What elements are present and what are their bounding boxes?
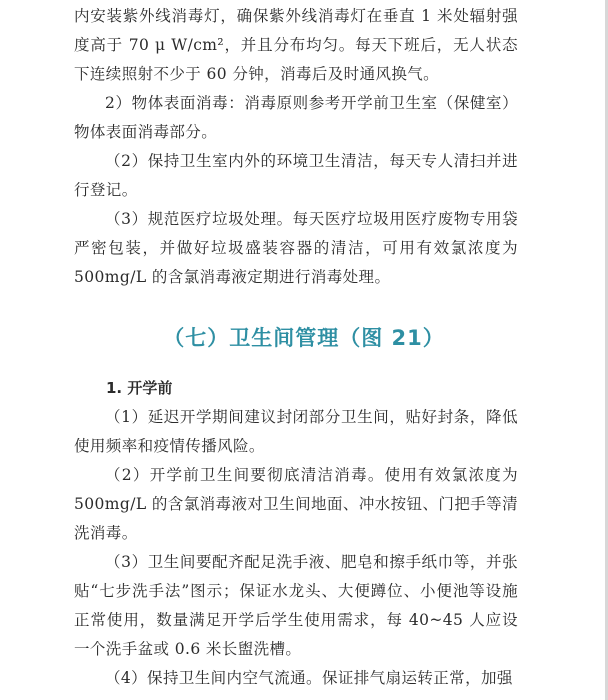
paragraph-close-toilets: （1）延迟开学期间建议封闭部分卫生间，贴好封条，降低使用频率和疫情传播风险。: [74, 408, 518, 455]
sub-heading-before-school: 1. 开学前: [106, 379, 173, 397]
paragraph-toilet-disinfection: （2）开学前卫生间要彻底清洁消毒。使用有效氯浓度为 500mg/L 的含氯消毒液对卫生间地面、冲水按钮、门把手等清洗消毒。: [74, 466, 518, 542]
paragraph-surface-disinfection: 2）物体表面消毒：消毒原则参考开学前卫生室（保健室）物体表面消毒部分。: [74, 94, 518, 141]
paragraph-uv-disinfection: 内安装紫外线消毒灯，确保紫外线消毒灯在垂直 1 米处辐射强度高于 70 μ W/cm²，并且分布均匀。每天下班后，无人状态下连续照射不少于 60 分钟，消毒后及时通风换气。: [74, 7, 518, 83]
paragraph-handwashing-supplies: （3）卫生间要配齐配足洗手液、肥皂和擦手纸巾等，并张贴“七步洗手法”图示；保证水龙头、大便蹲位、小便池等设施正常使用，数量满足开学后学生使用需求，每 40~45 人应设一个洗手盆或 0.6 米长盥洗槽。: [74, 553, 518, 658]
paragraph-ventilation: （4）保持卫生间内空气流通。保证排气扇运转正常，加强: [105, 669, 513, 687]
paragraph-medical-waste: （3）规范医疗垃圾处理。每天医疗垃圾用医疗废物专用袋严密包装，并做好垃圾盛装容器的清洁，可用有效氯浓度为 500mg/L 的含氯消毒液定期进行消毒处理。: [74, 210, 518, 286]
paragraph-environment-cleaning: （2）保持卫生室内外的环境卫生清洁，每天专人清扫并进行登记。: [74, 152, 518, 199]
section-title: （七）卫生间管理（图 21）: [163, 326, 445, 350]
